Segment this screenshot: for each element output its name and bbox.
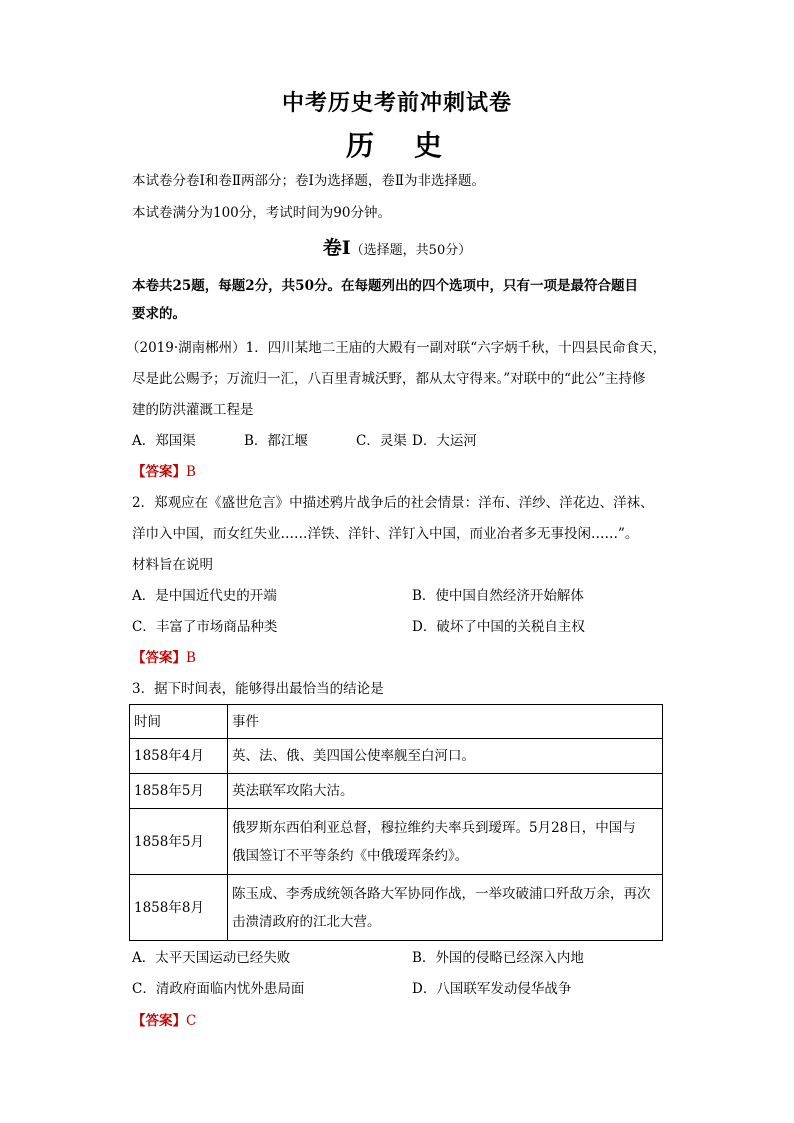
table-header-row	[130, 705, 663, 739]
question-2-line-3: 材料旨在说明	[132, 557, 213, 573]
answer-label: 【答案】	[132, 1013, 186, 1029]
table-cell-time: 1858年5月	[130, 774, 228, 809]
question-2-option-b: B．使中国自然经济开始解体	[412, 588, 584, 604]
table-header-event: 事件	[228, 705, 663, 739]
section-title: 卷Ⅰ	[322, 237, 351, 259]
question-3-option-b: B．外国的侵略已经深入内地	[412, 950, 584, 966]
question-1-answer	[132, 462, 672, 482]
section-instruction-line-2: 要求的。	[132, 306, 186, 322]
section-subtitle: （选择题，共50分）	[350, 243, 472, 258]
table-cell-time: 1858年5月	[130, 809, 228, 875]
question-1-option-d: D．大运河	[412, 433, 477, 449]
timeline-table	[129, 704, 663, 941]
question-2-option-a: A．是中国近代史的开端	[132, 588, 277, 604]
answer-label: 【答案】	[132, 650, 186, 666]
question-2-answer	[132, 648, 672, 668]
question-3-option-a: A．太平天国运动已经失败	[132, 950, 291, 966]
question-2-option-d: D．破坏了中国的关税自主权	[412, 619, 585, 635]
table-row	[130, 875, 663, 941]
exam-title: 中考历史考前冲刺试卷	[281, 90, 512, 116]
event-line: 陈玉成、李秀成统领各路大军协同作战，一举攻破浦口歼敌万余，再次	[232, 885, 651, 902]
question-1-option-b: B．都江堰	[244, 433, 308, 449]
event-line: 俄罗斯东西伯利亚总督，穆拉维约夫率兵到瑷珲。5月28日，中国与	[232, 819, 636, 836]
table-cell-event	[228, 875, 663, 941]
question-1-option-a: A．郑国渠	[132, 433, 196, 449]
event-line: 俄国签订不平等条约《中俄瑷珲条约》。	[232, 847, 469, 864]
question-1-line-1: （2019·湖南郴州）1．四川某地二王庙的大殿有一副对联“六字炳千秋，十四县民命食天，	[126, 340, 667, 356]
question-3-line-1: 3．据下时间表，能够得出最恰当的结论是	[132, 681, 384, 697]
question-3-option-d: D．八国联军发动侵华战争	[412, 981, 572, 997]
table-row	[130, 809, 663, 875]
answer-value: B	[186, 464, 196, 480]
question-3-option-c: C．清政府面临内忧外患局面	[132, 981, 305, 997]
intro-line-1: 本试卷分卷Ⅰ和卷Ⅱ两部分；卷Ⅰ为选择题，卷Ⅱ为非选择题。	[132, 173, 486, 189]
event-line: 击溃清政府的江北大营。	[232, 913, 381, 930]
question-2-option-c: C．丰富了市场商品种类	[132, 619, 278, 635]
answer-value: C	[186, 1013, 197, 1029]
table-row	[130, 739, 663, 774]
table-cell-time: 1858年4月	[130, 739, 228, 774]
table-row	[130, 774, 663, 809]
table-cell-time: 1858年8月	[130, 875, 228, 941]
table-cell-event	[228, 809, 663, 875]
question-1-line-3: 建的防洪灌溉工程是	[132, 402, 254, 418]
section-instruction-line-1: 本卷共25题，每题2分，共50分。在每题列出的四个选项中，只有一项是最符合题目	[132, 278, 638, 294]
question-3-answer	[132, 1011, 672, 1031]
question-2-line-1: 2．郑观应在《盛世危言》中描述鸦片战争后的社会情景：洋布、洋纱、洋花边、洋袜、	[132, 495, 654, 511]
table-cell-event: 英法联军攻陷大沽。	[228, 774, 663, 809]
table-cell-event: 英、法、俄、美四国公使率舰至白河口。	[228, 739, 663, 774]
answer-label: 【答案】	[132, 464, 186, 480]
table-header-time: 时间	[130, 705, 228, 739]
subject-title: 历 史	[345, 129, 448, 162]
intro-line-2: 本试卷满分为100分，考试时间为90分钟。	[132, 205, 391, 221]
question-1-line-2: 尽是此公赐予；万流归一汇，八百里青城沃野，都从太守得来。”对联中的“此公”主持修	[132, 371, 646, 387]
answer-value: B	[186, 650, 196, 666]
question-2-line-2: 洋巾入中国，而女红失业……洋铁、洋针、洋钉入中国，而业冶者多无事投闲……”。	[132, 526, 639, 542]
question-1-option-c: C．灵渠	[356, 433, 407, 449]
section-heading	[0, 238, 794, 261]
